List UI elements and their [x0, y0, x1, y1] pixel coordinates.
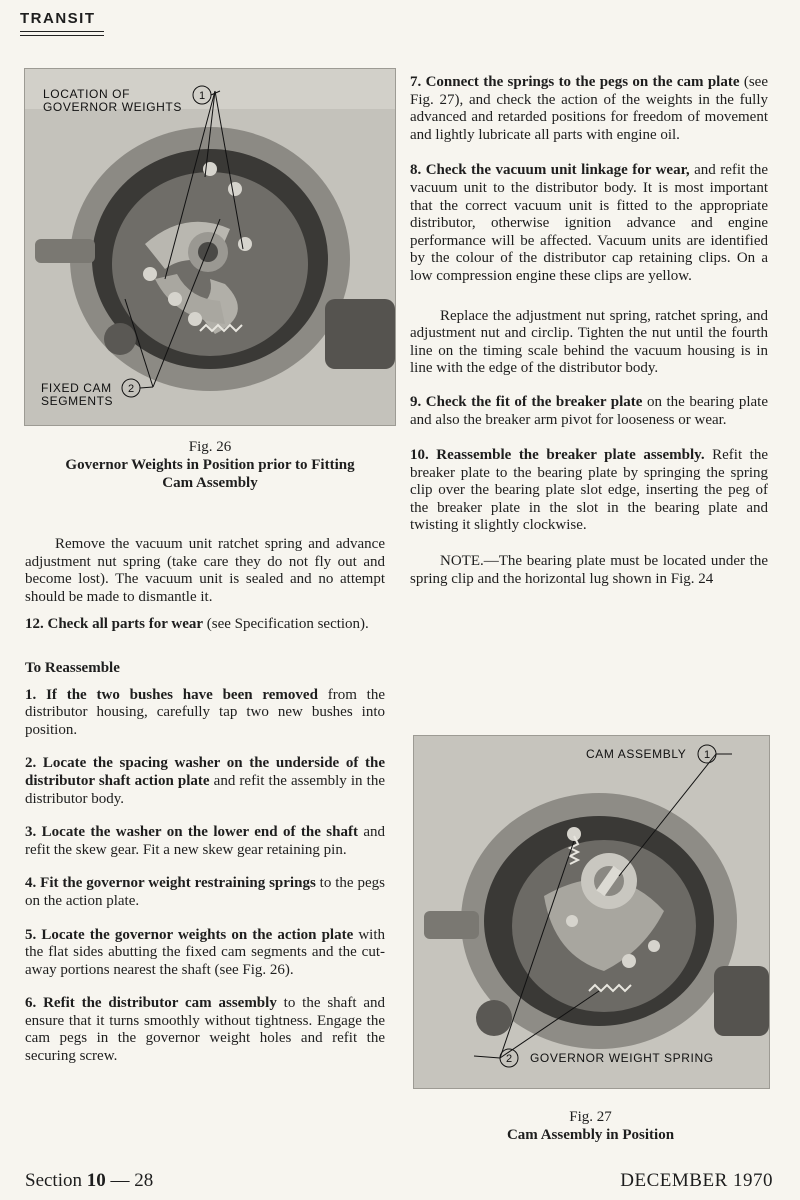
figure-27-title: Cam Assembly in Position	[506, 1127, 675, 1143]
step-bold-text: Check all parts for wear	[47, 616, 204, 633]
heading-to-reassemble: To Reassemble	[25, 659, 120, 676]
step-5	[25, 927, 385, 980]
step-number: 10.	[410, 447, 437, 464]
figure-27-photo	[413, 735, 770, 1089]
step-bold-text: If the two bushes have been removed	[46, 686, 318, 703]
fig27-label2-number: 2	[506, 1053, 513, 1065]
footer-date: DECEMBER 1970	[620, 1170, 773, 1191]
step-text: to the shaft and ensure that it turns smoothly without tightness. Engage the cam pegs in the governor weight holes and refit the securing screw.	[25, 995, 385, 1065]
figure-26-title-line2: Cam Assembly	[162, 475, 258, 491]
figure-27-caption	[413, 1108, 768, 1144]
paragraph-replace-adjustment: Replace the adjustment nut spring, ratchet spring, and adjustment nut and circlip. Tighten the nut until the fourth line on the timing scale behind the vacuum housing is in line with the edge of the distributor body.	[410, 307, 768, 377]
step-text: (see Specification section).	[203, 616, 369, 633]
fig27-label1: CAM ASSEMBLY	[586, 747, 687, 761]
fig26-label1-line2: GOVERNOR WEIGHTS	[43, 100, 182, 114]
step-text: and refit the assembly in the distributor body.	[25, 772, 385, 807]
step-bold-text: Locate the governor weights on the action plate	[41, 926, 354, 943]
fig26-label2-line1: FIXED CAM	[41, 381, 112, 395]
figure-26-number: Fig. 26	[188, 439, 232, 455]
step-text: with the flat sides abutting the fixed cam segments and the cut-away portions nearest the shaft (see Fig. 26).	[25, 926, 386, 978]
step-12	[25, 616, 385, 634]
fig27-label2: GOVERNOR WEIGHT SPRING	[530, 1051, 714, 1065]
paragraph-vacuum-unit: Remove the vacuum unit ratchet spring and advance adjustment nut spring (take care they do not fly out and become lost). The vacuum unit is sealed and no attempt should be made to dismantle it.	[25, 536, 385, 605]
step-text: Refit the breaker plate to the bearing plate by springing the spring clip over the bearing plate slot edge, inserting the peg of the breaker plate in the slot in the bearing plate and twisting it slightly clockwise.	[410, 447, 768, 534]
footer-section-number: 10	[86, 1170, 106, 1191]
header-brand: TRANSIT	[20, 10, 96, 27]
fig26-label1-line1: LOCATION OF	[43, 87, 131, 101]
step-text: (see Fig. 27), and check the action of the weights in the fully advanced and retarded positions for freedom of movement and lightly lubricate all parts with engine oil.	[410, 74, 768, 143]
step-text: and refit the vacuum unit to the distributor body. It is most important that the correct vacuum unit is fitted to the appropriate distributor, otherwise ignition advance and engine performance will be affected. Vacuum units are identified by the colour of the distributor cap retaining clips. On a low compression engine these clips are yellow.	[410, 162, 768, 284]
step-bold-text: Locate the washer on the lower end of the shaft	[41, 824, 358, 841]
step-4	[25, 875, 385, 910]
step-bold-text: Check the vacuum unit linkage for wear,	[425, 162, 690, 179]
fig26-label2-line2: SEGMENTS	[41, 394, 114, 408]
figure-26-title-line1: Governor Weights in Position prior to Fitting	[65, 457, 355, 473]
header-rule	[20, 35, 104, 36]
left-column	[25, 536, 385, 1066]
figure-26-caption	[25, 438, 395, 492]
step-number: 4.	[25, 875, 41, 892]
step-3	[25, 824, 385, 859]
footer-section	[25, 1170, 153, 1192]
step-number: 5.	[25, 926, 42, 943]
step-bold-text: Check the fit of the breaker plate	[425, 393, 643, 410]
note-bearing-plate: NOTE.—The bearing plate must be located under the spring clip and the horizontal lug shown in Fig. 24	[410, 553, 768, 587]
step-number: 1.	[25, 686, 47, 703]
step-bold-text: Connect the springs to the pegs on the cam plate	[425, 74, 740, 90]
step-number: 9.	[410, 393, 426, 410]
step-number: 2.	[25, 755, 43, 772]
step-number: 12.	[25, 616, 48, 633]
step-bold-text: Fit the governor weight restraining springs	[40, 875, 316, 892]
step-10	[410, 447, 768, 535]
fig27-label1-number: 1	[704, 749, 711, 761]
step-text: to the pegs on the action plate.	[25, 875, 385, 909]
step-number: 3.	[25, 824, 42, 841]
figure-26-photo	[24, 68, 396, 426]
header-rule	[20, 31, 104, 32]
footer-section-prefix: Section	[25, 1170, 87, 1191]
step-text: and refit the skew gear. Fit a new skew gear retaining pin.	[25, 824, 385, 858]
fig26-label2-number: 2	[128, 383, 135, 395]
step-number: 7.	[410, 74, 426, 90]
step-bold-text: Refit the distributor cam assembly	[43, 995, 277, 1012]
step-number: 6.	[25, 995, 44, 1012]
step-6	[25, 995, 385, 1065]
step-2	[25, 755, 385, 808]
step-bold-text: Reassemble the breaker plate assembly.	[436, 447, 705, 464]
step-7	[410, 74, 768, 144]
step-1	[25, 687, 385, 740]
step-8	[410, 162, 768, 285]
step-text: on the bearing plate and also the breaker arm pivot for looseness or wear.	[410, 393, 768, 428]
step-text: from the distributor housing, carefully tap two new bushes into position.	[25, 686, 386, 738]
right-column	[410, 74, 768, 588]
step-number: 8.	[410, 162, 426, 179]
footer-page-number: — 28	[105, 1170, 154, 1191]
step-9	[410, 394, 768, 429]
step-bold-text: Locate the spacing washer on the underside of the distributor shaft action plate	[25, 755, 386, 789]
figure-27-number: Fig. 27	[569, 1109, 612, 1125]
fig26-label1-number: 1	[199, 90, 206, 102]
